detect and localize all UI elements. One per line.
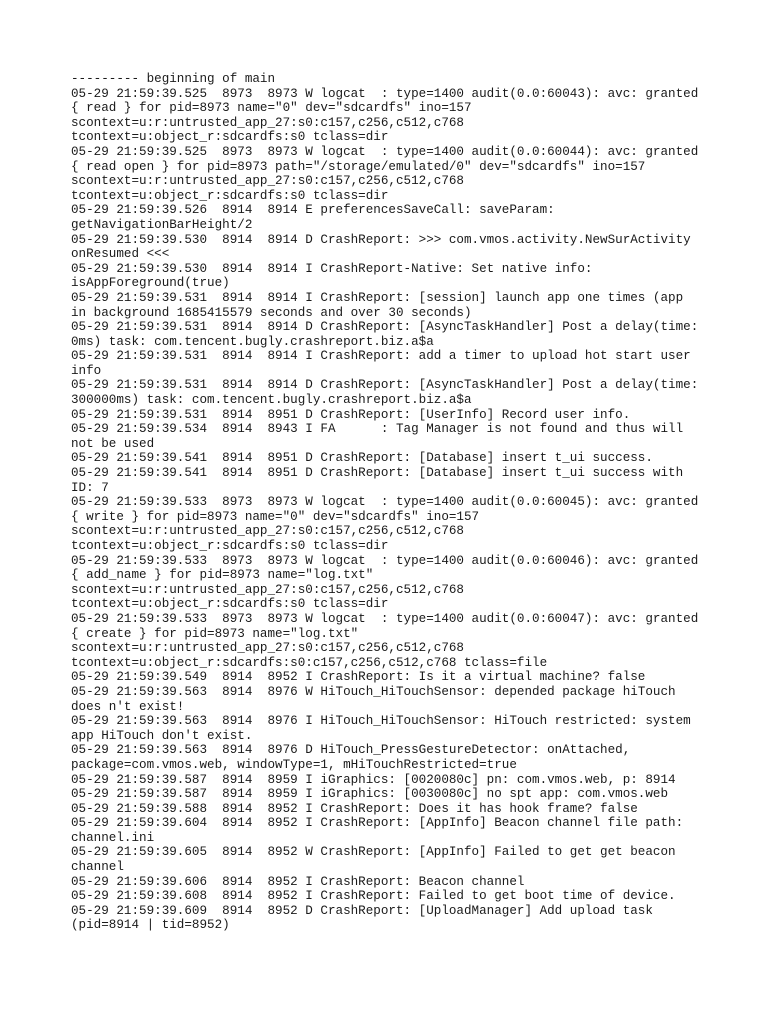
log-output [71,72,711,933]
log-line: 05-29 21:59:39.533 8973 8973 W logcat : type=1400 audit(0.0:60045): avc: granted [71,495,699,510]
log-line: { read open } for pid=8973 path="/storage/emulated/0" dev="sdcardfs" ino=157 [71,159,646,174]
log-line: tcontext=u:object_r:sdcardfs:s0:c157,c256,c512,c768 tclass=file [71,655,548,670]
log-line: getNavigationBarHeight/2 [71,217,253,232]
log-line: ID: 7 [71,480,109,495]
log-line: 05-29 21:59:39.530 8914 8914 I CrashReport-Native: Set native info: [71,261,593,276]
log-line: 05-29 21:59:39.563 8914 8976 D HiTouch_PressGestureDetector: onAttached, [71,743,631,758]
log-line: in background 1685415579 seconds and over 30 seconds) [71,305,472,320]
log-line: 05-29 21:59:39.608 8914 8952 I CrashReport: Failed to get boot time of device. [71,889,676,904]
log-line: 05-29 21:59:39.525 8973 8973 W logcat : type=1400 audit(0.0:60043): avc: granted [71,86,699,101]
log-line: app HiTouch don't exist. [71,728,253,743]
log-line: 05-29 21:59:39.530 8914 8914 D CrashReport: >>> com.vmos.activity.NewSurActivity [71,232,691,247]
log-line: 05-29 21:59:39.606 8914 8952 I CrashReport: Beacon channel [71,874,525,889]
log-line: tcontext=u:object_r:sdcardfs:s0 tclass=dir [71,130,389,145]
log-line: isAppForeground(true) [71,276,230,291]
log-line: 05-29 21:59:39.525 8973 8973 W logcat : type=1400 audit(0.0:60044): avc: granted [71,144,699,159]
log-line: onResumed <<< [71,247,170,262]
log-line: 05-29 21:59:39.541 8914 8951 D CrashReport: [Database] insert t_ui success. [71,451,653,466]
log-line: --------- beginning of main [71,72,276,86]
log-line: 05-29 21:59:39.563 8914 8976 I HiTouch_HiTouchSensor: HiTouch restricted: system [71,714,691,729]
log-line: 05-29 21:59:39.531 8914 8914 D CrashReport: [AsyncTaskHandler] Post a delay(time: [71,320,699,335]
log-line: scontext=u:r:untrusted_app_27:s0:c157,c256,c512,c768 [71,524,464,539]
log-line: info [71,363,102,378]
log-line: scontext=u:r:untrusted_app_27:s0:c157,c256,c512,c768 [71,115,464,130]
log-line: channel.ini [71,830,155,845]
log-line: 05-29 21:59:39.549 8914 8952 I CrashReport: Is it a virtual machine? false [71,670,646,685]
log-line: { create } for pid=8973 name="log.txt" [71,626,359,641]
log-line: { write } for pid=8973 name="0" dev="sdcardfs" ino=157 [71,509,480,524]
log-line: scontext=u:r:untrusted_app_27:s0:c157,c256,c512,c768 [71,641,464,656]
log-line: channel [71,860,124,875]
log-line: tcontext=u:object_r:sdcardfs:s0 tclass=dir [71,539,389,553]
log-line: { read } for pid=8973 name="0" dev="sdcardfs" ino=157 [71,101,472,116]
log-line: { add_name } for pid=8973 name="log.txt" [71,568,374,583]
log-line: 05-29 21:59:39.531 8914 8914 I CrashReport: [session] launch app one times (app [71,290,684,305]
log-line: 05-29 21:59:39.533 8973 8973 W logcat : type=1400 audit(0.0:60047): avc: granted [71,611,699,626]
log-line: 05-29 21:59:39.541 8914 8951 D CrashReport: [Database] insert t_ui success with [71,466,684,481]
log-line: 05-29 21:59:39.531 8914 8914 I CrashReport: add a timer to upload hot start user [71,349,691,364]
log-line: 05-29 21:59:39.587 8914 8959 I iGraphics: [0030080c] no spt app: com.vmos.web [71,787,669,802]
log-line: scontext=u:r:untrusted_app_27:s0:c157,c256,c512,c768 [71,174,464,189]
log-line: 05-29 21:59:39.588 8914 8952 I CrashReport: Does it has hook frame? false [71,801,638,816]
log-line: does n't exist! [71,699,185,714]
log-line: 300000ms) task: com.tencent.bugly.crashreport.biz.a$a [71,393,472,408]
log-line: 05-29 21:59:39.605 8914 8952 W CrashReport: [AppInfo] Failed to get get beacon [71,845,676,860]
log-line: 0ms) task: com.tencent.bugly.crashreport.biz.a$a [71,334,434,349]
log-line: (pid=8914 | tid=8952) [71,918,230,933]
log-line: 05-29 21:59:39.604 8914 8952 I CrashReport: [AppInfo] Beacon channel file path: [71,816,684,831]
log-line: 05-29 21:59:39.526 8914 8914 E preferencesSaveCall: saveParam: [71,203,555,218]
log-line: 05-29 21:59:39.609 8914 8952 D CrashReport: [UploadManager] Add upload task [71,903,653,918]
log-line: 05-29 21:59:39.534 8914 8943 I FA : Tag Manager is not found and thus will [71,422,684,437]
log-line: scontext=u:r:untrusted_app_27:s0:c157,c256,c512,c768 [71,582,464,597]
log-line: tcontext=u:object_r:sdcardfs:s0 tclass=dir [71,188,389,203]
log-line: 05-29 21:59:39.587 8914 8959 I iGraphics: [0020080c] pn: com.vmos.web, p: 8914 [71,772,676,787]
log-line: not be used [71,436,155,451]
log-line: tcontext=u:object_r:sdcardfs:s0 tclass=dir [71,597,389,612]
log-line: package=com.vmos.web, windowType=1, mHiTouchRestricted=true [71,757,517,772]
log-line: 05-29 21:59:39.563 8914 8976 W HiTouch_HiTouchSensor: depended package hiTouch [71,684,676,699]
log-line: 05-29 21:59:39.531 8914 8914 D CrashReport: [AsyncTaskHandler] Post a delay(time: [71,378,699,393]
log-line: 05-29 21:59:39.531 8914 8951 D CrashReport: [UserInfo] Record user info. [71,407,631,422]
log-line: 05-29 21:59:39.533 8973 8973 W logcat : type=1400 audit(0.0:60046): avc: granted [71,553,699,568]
